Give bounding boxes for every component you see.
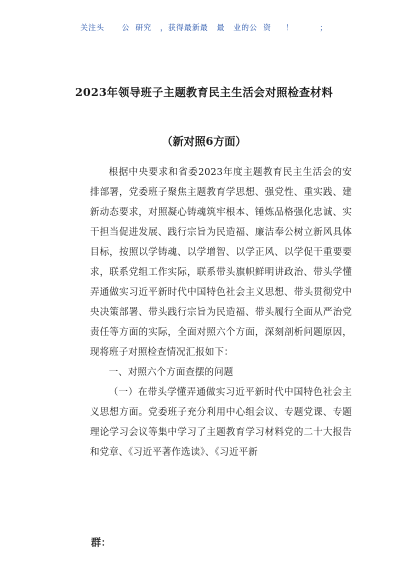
promo-banner[interactable]: 关注头 公 研究 ，获得最新最 最 业的公 资 ！ ；	[80, 23, 328, 32]
footer-mark: 群：	[91, 538, 111, 549]
document-title: 2023年领导班子主题教育民主生活会对照检查材料	[75, 86, 333, 99]
section-heading: 一、对照六个方面查摆的问题	[108, 367, 234, 378]
document-body	[90, 163, 352, 463]
intro-paragraph: 根据中央要求和省委2023年度主题教育民主生活会的安排部署，党委班子聚焦主题教育学思想、强党性、重实践、建新动态要求，对照凝心铸魂筑牢根本、锤炼品格强化忠诚、实干担当促进发展、践行宗旨为民造福、廉洁奉公树立新风具体目标，按照以学铸魂、以学增智、以学正风、以学促干重要要求，联系党组工作实际，联系带头旗帜鲜明讲政治、带头学懂弄通做实习近平新时代中国特色社会主义思想、带头贯彻党中央决策部署、带头践行宗旨为民造福、带头履行全面从严治党责任等方面的实际，全面对照六个方面，深刻剖析问题原因，现将班子对照检查情况汇报如下：	[90, 167, 352, 358]
subsection-paragraph: （一）在带头学懂弄通做实习近平新时代中国特色社会主义思想方面。党委班子充分利用中心组会议、专题党课、专题理论学习会议等集中学习了主题教育学习材料党的二十大报告和党章、《习近平著作选读》、《习近平新	[90, 387, 352, 458]
document-subtitle: （新对照6方面）	[161, 135, 247, 148]
